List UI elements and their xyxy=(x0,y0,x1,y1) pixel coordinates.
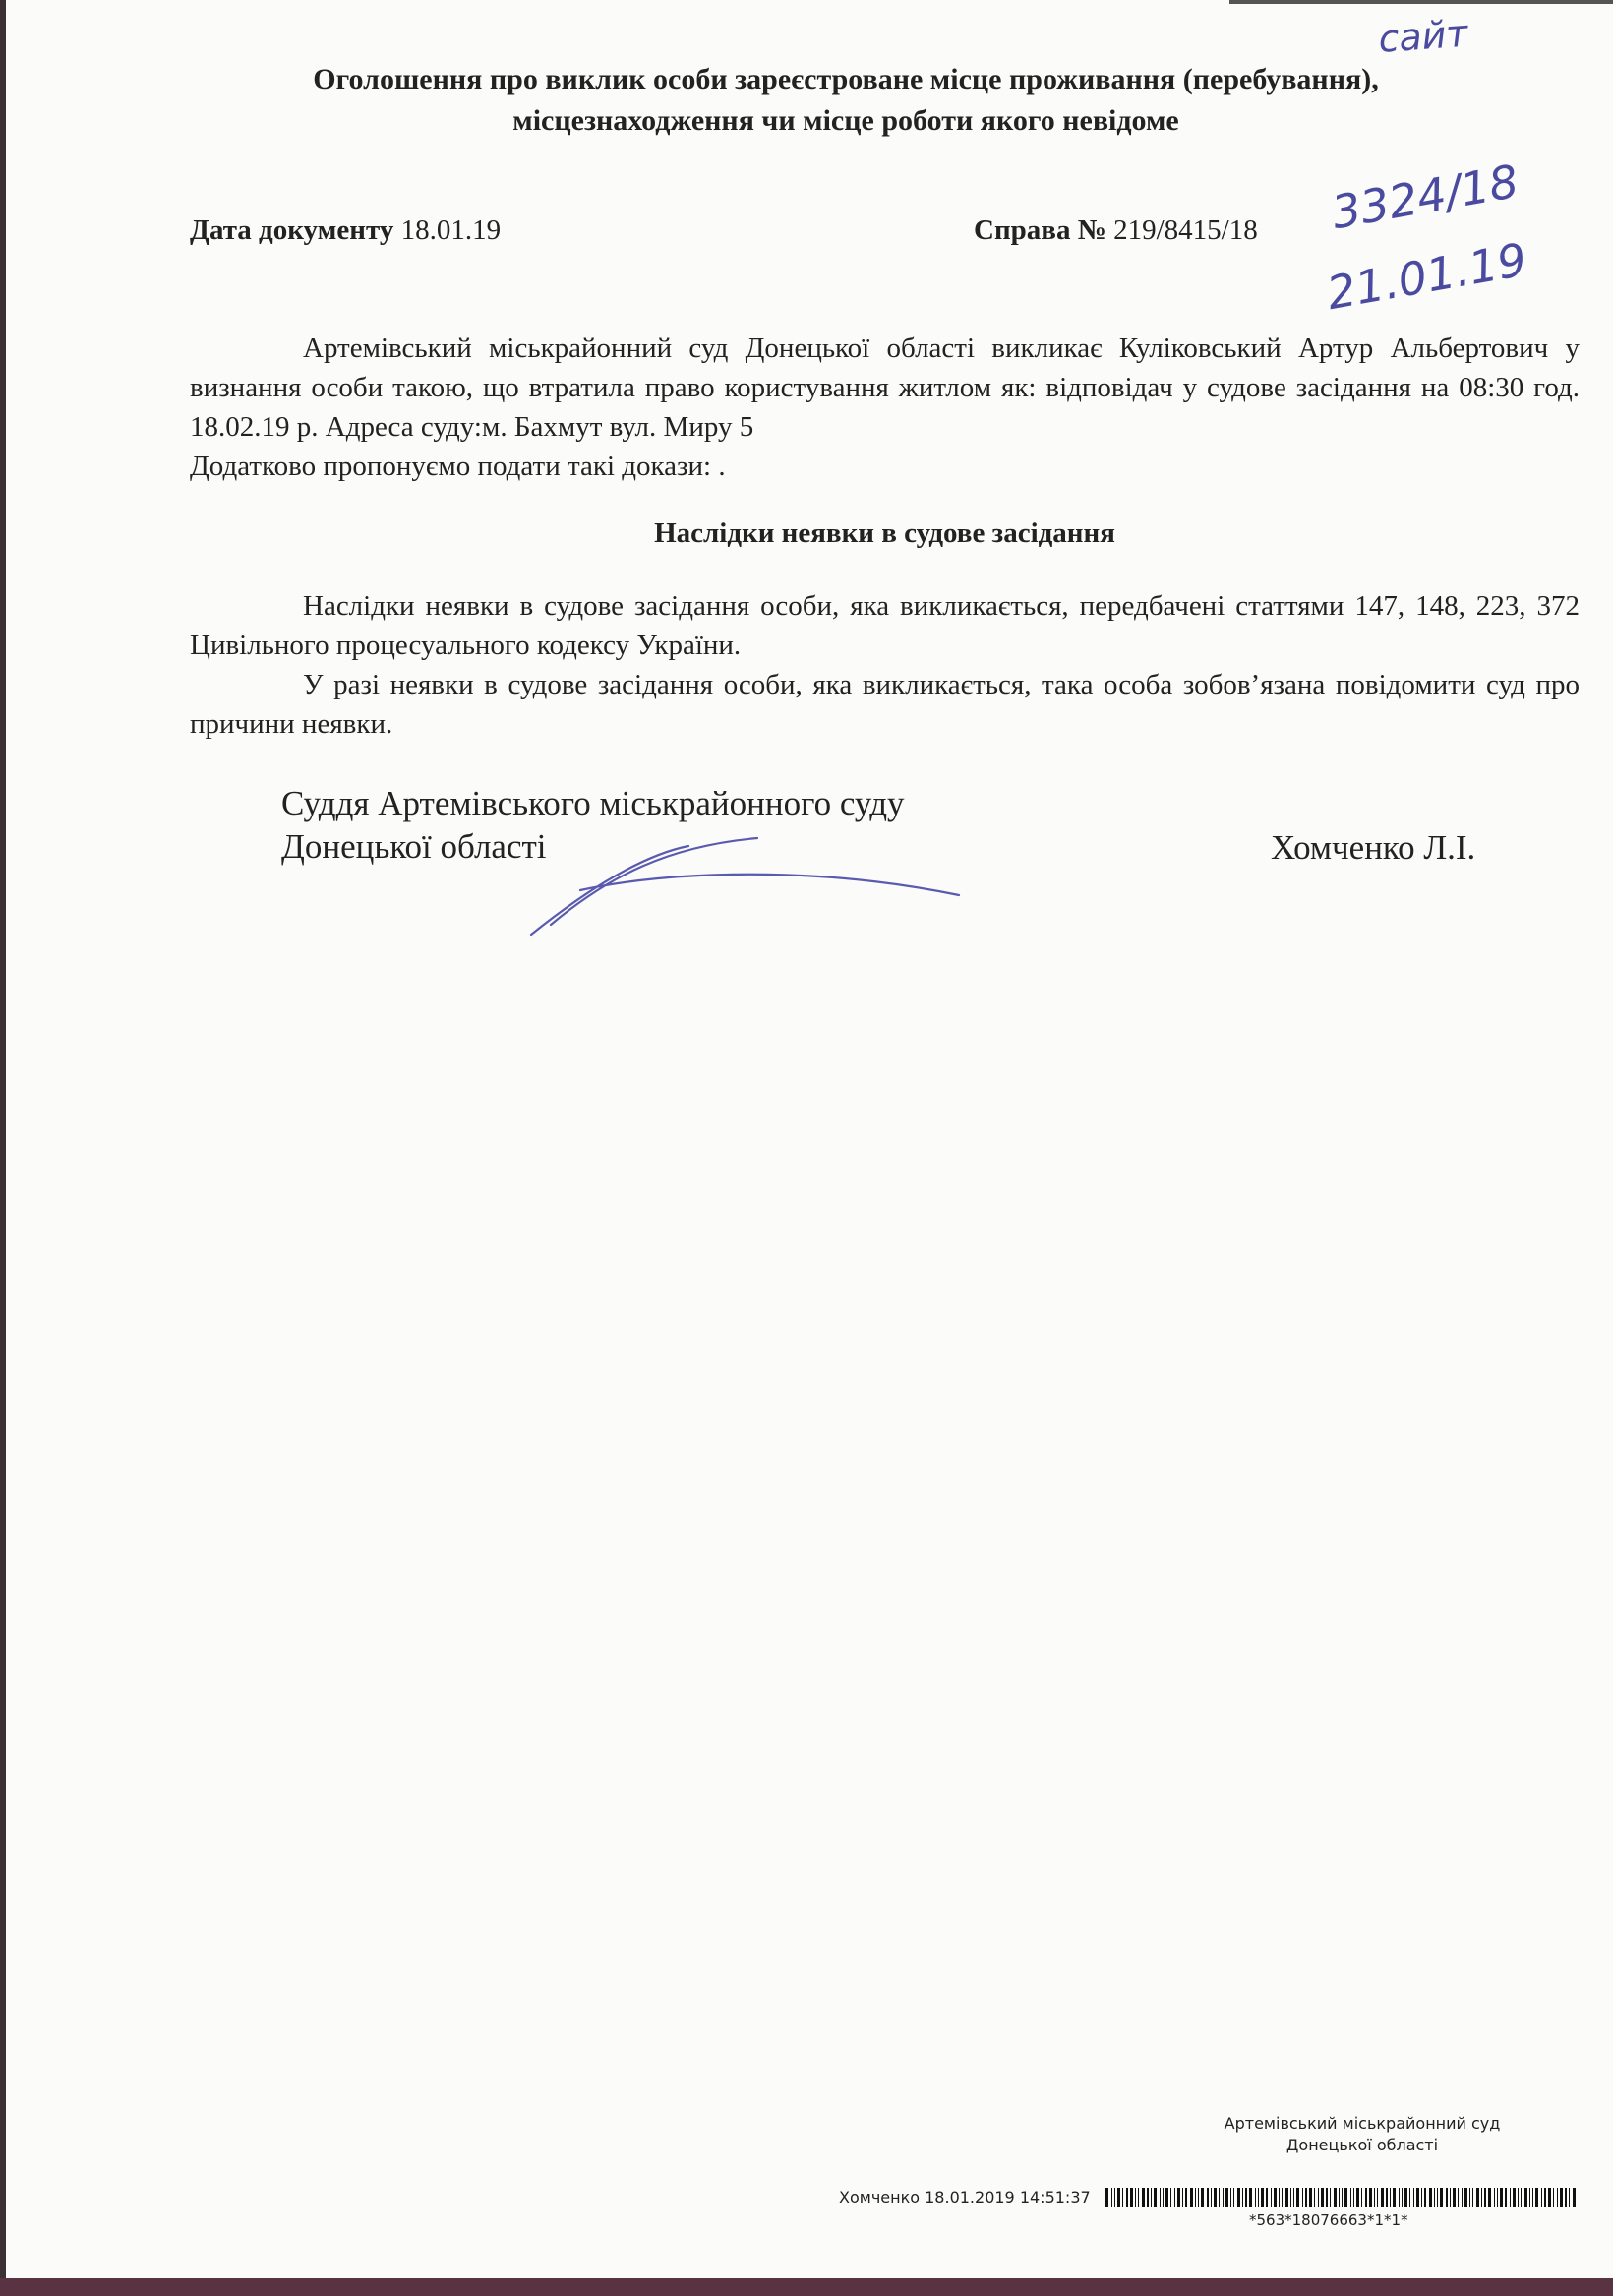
notice-paragraph: У разі неявки в судове засідання особи, яка викликається, така особа зобов’язана повідомити суд про причини неявки. xyxy=(190,669,1580,740)
case-label: Справа № xyxy=(974,214,1106,246)
handwritten-number: 3324/18 xyxy=(1328,153,1523,240)
judge-position-line-2: Донецької області xyxy=(281,827,547,866)
document-title xyxy=(187,59,1505,142)
evidence-paragraph: Додатково пропонуємо подати такі докази: . xyxy=(190,451,726,482)
title-line-1: Оголошення про виклик особи зареєстроване місце проживання (перебування), xyxy=(313,63,1379,95)
case-number xyxy=(974,214,1258,247)
handwritten-note-top: сайт xyxy=(1377,11,1469,61)
stamp-court-line-1: Артемівський міськрайонний суд xyxy=(1224,2114,1501,2133)
case-value: 219/8415/18 xyxy=(1113,214,1258,246)
consequences-paragraph: Наслідки неявки в судове засідання особи, яка викликається, передбачені статтями 147, 148, 223, 372 Цивільного процесуального кодексу України. xyxy=(190,590,1580,661)
stamp-signed-by: Хомченко 18.01.2019 14:51:37 xyxy=(839,2188,1091,2206)
section-heading: Наслідки неявки в судове засідання xyxy=(654,517,1115,549)
document-date xyxy=(190,214,501,247)
barcode-icon xyxy=(1105,2188,1583,2209)
judge-position-line-1: Суддя Артемівського міськрайонного суду xyxy=(281,784,905,822)
summons-paragraph: Артемівський міськрайонний суд Донецької області викликає Куліковський Артур Альбертович у визнання особи такою, що втратила право користування житлом як: відповідач у судове засідання на 08:30 год. 18.02.19 р. Адреса суду:м. Бахмут вул. Миру 5 xyxy=(190,332,1580,443)
scan-edge-top xyxy=(1229,0,1613,4)
electronic-stamp xyxy=(1156,2113,1569,2156)
handwritten-signature xyxy=(521,816,974,954)
stamp-court-line-2: Донецької області xyxy=(1285,2136,1439,2154)
handwritten-date: 21.01.19 xyxy=(1323,232,1531,321)
judge-name: Хомченко Л.І. xyxy=(1271,828,1476,867)
barcode-code: *563*18076663*1*1* xyxy=(1249,2211,1408,2229)
scan-edge-bottom xyxy=(0,2278,1613,2296)
scan-edge-left xyxy=(0,0,6,2296)
date-label: Дата документу xyxy=(190,214,394,246)
title-line-2: місцезнаходження чи місце роботи якого невідоме xyxy=(512,104,1179,137)
date-value: 18.01.19 xyxy=(400,214,502,246)
